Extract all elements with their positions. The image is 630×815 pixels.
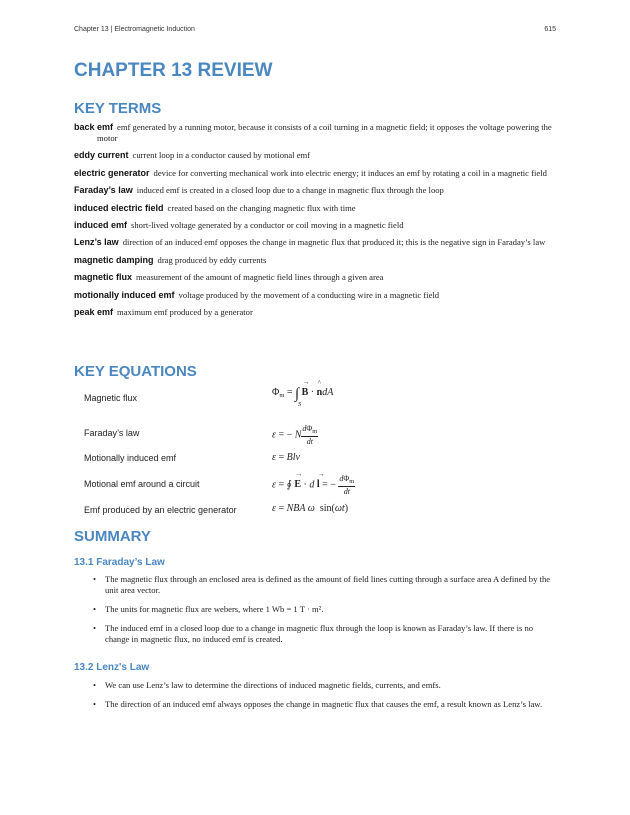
- term-name: induced electric field: [74, 202, 164, 213]
- term-definition: created based on the changing magnetic flux with time: [167, 202, 356, 213]
- term-entry: [74, 150, 554, 161]
- equation-label: Emf produced by an electric generator: [84, 505, 237, 515]
- term-definition: induced emf is created in a closed loop due to a change in magnetic flux through the loop: [136, 185, 444, 196]
- faraday-law-formula: ε = − N $\frac{d\Phi_m}{dt}$: [272, 424, 318, 446]
- term-name: eddy current: [74, 150, 129, 161]
- term-entry: [74, 290, 554, 301]
- term-definition: direction of an induced emf opposes the change in magnetic flux that produced it; this is the negative sign in Faraday’s law: [122, 237, 546, 248]
- section-title: 13.1 Faraday’s Law: [74, 557, 165, 568]
- running-head: [74, 26, 556, 33]
- term-definition: device for converting mechanical work into electric energy; it induces an emf by rotating a coil in a magnetic field: [153, 167, 547, 178]
- term-definition: emf generated by a running motor, because it consists of a coil turning in a magnetic field; it opposes the voltage powering the motor: [97, 122, 552, 143]
- term-name: electric generator: [74, 167, 150, 178]
- bullet-item: • The units for magnetic flux are webers, where 1 Wb = 1 T · m².: [93, 604, 556, 615]
- equation-label: Faraday’s law: [84, 428, 140, 438]
- term-definition: maximum emf produced by a generator: [117, 306, 253, 317]
- term-definition: voltage produced by the movement of a conducting wire in a magnetic field: [178, 289, 440, 300]
- bullet-item: • The induced emf in a closed loop due to a change in magnetic flux through the loop is known as Faraday’s law. If there is no change in magnetic flux, no induced emf is created.: [93, 623, 556, 645]
- term-name: back emf: [74, 122, 114, 132]
- summary-bullets: [93, 574, 556, 653]
- term-entry: [74, 220, 554, 231]
- term-entry: [74, 122, 554, 144]
- term-definition: drag produced by eddy currents: [157, 254, 267, 265]
- bullet-item: • The magnetic flux through an enclosed area is defined as the amount of field lines cutting through a surface area A defined by the unit area vector.: [93, 574, 556, 596]
- term-entry: [74, 307, 554, 318]
- equation-label: Magnetic flux: [84, 393, 138, 403]
- bullet-item: • We can use Lenz’s law to determine the directions of induced magnetic fields, currents, and emfs.: [93, 680, 556, 691]
- summary-heading: SUMMARY: [74, 528, 151, 545]
- term-name: magnetic flux: [74, 272, 133, 283]
- term-entry: [74, 168, 554, 179]
- term-name: magnetic damping: [74, 254, 154, 265]
- bullet-item: • The direction of an induced emf always opposes the change in magnetic flux that causes the emf, a result known as Lenz’s law.: [93, 699, 556, 710]
- summary-bullets: [93, 680, 556, 718]
- magnetic-flux-formula: $\Phi_m$ = ∫ S B → · n ^dA: [272, 386, 333, 403]
- term-definition: measurement of the amount of magnetic field lines through a given area: [136, 272, 384, 283]
- term-definition: current loop in a conductor caused by motional emf: [132, 150, 311, 161]
- term-name: peak emf: [74, 306, 114, 317]
- term-entry: [74, 185, 554, 196]
- term-entry: [74, 203, 554, 214]
- term-entry: [74, 272, 554, 283]
- term-name: motionally induced emf: [74, 289, 175, 300]
- term-name: Lenz’s law: [74, 237, 119, 248]
- key-terms-heading: KEY TERMS: [74, 100, 162, 117]
- equation-label: Motionally induced emf: [84, 453, 177, 463]
- equation-label: Motional emf around a circuit: [84, 479, 200, 489]
- running-head-title: Chapter 13 | Electromagnetic Induction: [74, 26, 195, 33]
- term-entry: [74, 237, 554, 248]
- chapter-title: CHAPTER 13 REVIEW: [74, 60, 273, 81]
- page-number: 615: [544, 26, 556, 33]
- term-entry: [74, 255, 554, 266]
- key-equations-heading: KEY EQUATIONS: [74, 363, 197, 380]
- section-title: 13.2 Lenz's Law: [74, 662, 150, 673]
- term-name: induced emf: [74, 219, 128, 230]
- key-terms-list: [74, 122, 554, 324]
- term-name: Faraday’s law: [74, 185, 133, 196]
- motional-emf-formula: ε = Blv: [272, 452, 300, 463]
- term-definition: short-lived voltage generated by a conductor or coil moving in a magnetic field: [131, 219, 404, 230]
- generator-emf-formula: ε = NBA ω sin(ωt): [272, 503, 349, 514]
- motional-emf-circuit-formula: ε = ∮ E → · d l → = − $\frac{d\Phi_m}{dt}$: [272, 474, 355, 496]
